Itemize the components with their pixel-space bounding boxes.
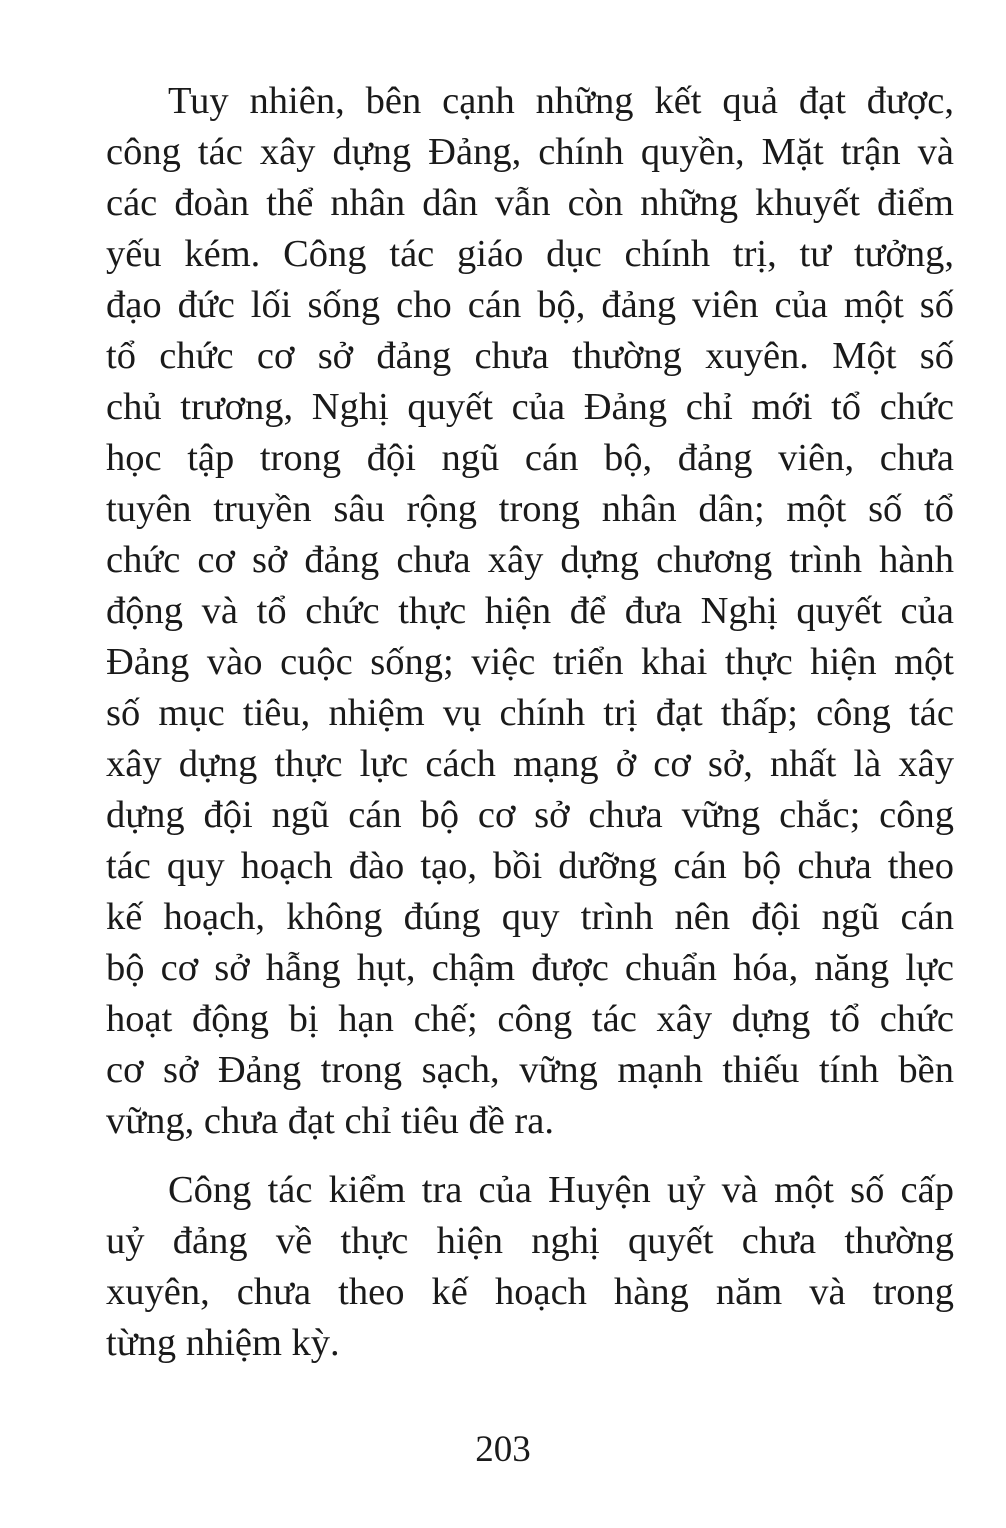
- text-line: tuyên truyền sâu rộng trong nhân dân; một số tổ: [106, 488, 954, 530]
- text-line: bộ cơ sở hẫng hụt, chậm được chuẩn hóa, năng lực: [106, 947, 954, 989]
- text-line: kế hoạch, không đúng quy trình nên đội ngũ cán: [106, 896, 954, 938]
- body-text: [106, 76, 954, 1369]
- text-line: công tác xây dựng Đảng, chính quyền, Mặt trận và: [106, 131, 954, 173]
- text-line: uỷ đảng về thực hiện nghị quyết chưa thường: [106, 1220, 954, 1262]
- page-number: 203: [475, 1429, 531, 1470]
- text-line: Tuy nhiên, bên cạnh những kết quả đạt được,: [168, 80, 954, 122]
- text-line: dựng đội ngũ cán bộ cơ sở chưa vững chắc; công: [106, 794, 954, 836]
- paragraph-gap: [106, 1147, 954, 1165]
- text-line: đạo đức lối sống cho cán bộ, đảng viên của một số: [106, 284, 954, 326]
- text-line: số mục tiêu, nhiệm vụ chính trị đạt thấp; công tác: [106, 692, 954, 734]
- text-line: động và tổ chức thực hiện để đưa Nghị quyết của: [106, 590, 954, 632]
- text-line: tổ chức cơ sở đảng chưa thường xuyên. Một số: [106, 335, 954, 377]
- text-line: tác quy hoạch đào tạo, bồi dưỡng cán bộ chưa theo: [106, 845, 954, 887]
- text-line: hoạt động bị hạn chế; công tác xây dựng tổ chức: [106, 998, 954, 1040]
- text-line: Đảng vào cuộc sống; việc triển khai thực hiện một: [106, 641, 954, 683]
- text-line: xuyên, chưa theo kế hoạch hàng năm và trong: [106, 1271, 954, 1313]
- text-line: các đoàn thể nhân dân vẫn còn những khuyết điểm: [106, 182, 954, 224]
- text-line: chức cơ sở đảng chưa xây dựng chương trình hành: [106, 539, 954, 581]
- text-line: yếu kém. Công tác giáo dục chính trị, tư tưởng,: [106, 233, 954, 275]
- text-line: chủ trương, Nghị quyết của Đảng chỉ mới tổ chức: [106, 386, 954, 428]
- text-line: vững, chưa đạt chỉ tiêu đề ra.: [106, 1100, 554, 1142]
- text-line: học tập trong đội ngũ cán bộ, đảng viên, chưa: [106, 437, 954, 479]
- text-line: xây dựng thực lực cách mạng ở cơ sở, nhất là xây: [106, 743, 954, 785]
- text-line: cơ sở Đảng trong sạch, vững mạnh thiếu tính bền: [106, 1049, 954, 1091]
- text-line: từng nhiệm kỳ.: [106, 1322, 340, 1364]
- text-line: Công tác kiểm tra của Huyện uỷ và một số cấp: [168, 1169, 954, 1211]
